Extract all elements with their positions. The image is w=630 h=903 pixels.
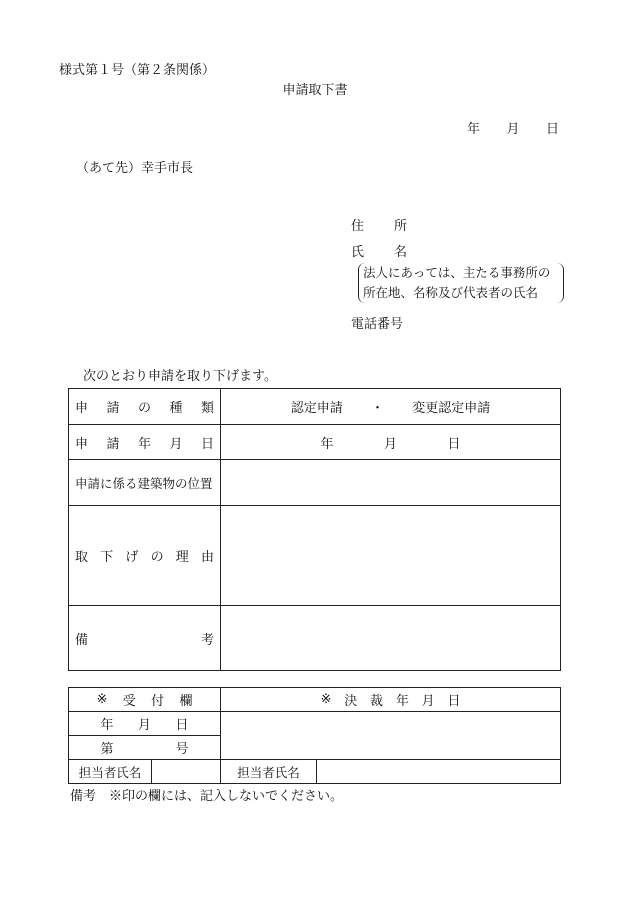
name-char: 氏 [351, 245, 365, 260]
date-year: 年 [100, 718, 114, 733]
label-char: 下 [100, 550, 114, 565]
label-char: 理 [175, 550, 189, 565]
header-char: ※ [96, 692, 108, 707]
address-char: 所 [393, 219, 407, 234]
corporate-note-line-1: 法人にあっては、主たる事務所の [363, 265, 551, 280]
addressee: （あて先）幸手市長 [76, 161, 194, 176]
label-char: 備 [75, 632, 89, 648]
kind-value[interactable] [221, 389, 561, 425]
date-month: 月 [506, 122, 520, 137]
table-row [69, 460, 561, 506]
label-char: の [150, 550, 164, 565]
address-char: 住 [351, 219, 365, 234]
label-char: 請 [106, 401, 120, 416]
label-char: 日 [200, 436, 214, 452]
date-day: 日 [175, 718, 189, 733]
kind-option-change[interactable]: 変更認定申請 [412, 401, 491, 416]
document-title: 申請取下書 [282, 83, 348, 98]
table-row [69, 760, 561, 784]
address-label [351, 215, 407, 234]
table-row [69, 425, 561, 460]
reception-staff-value[interactable] [152, 760, 221, 784]
decision-staff-label: 担当者氏名 [221, 760, 317, 784]
reason-label [69, 506, 221, 606]
name-label [351, 241, 407, 260]
intro-text: 次のとおり申請を取り下げます。 [83, 369, 277, 384]
header-char: 年 [395, 694, 409, 709]
label-char: 月 [169, 436, 183, 452]
reason-value[interactable] [221, 506, 561, 606]
date-year: 年 [467, 122, 481, 137]
label-char: 請 [106, 436, 120, 452]
reception-date[interactable] [69, 712, 221, 736]
label-char: 申 [75, 401, 89, 416]
application-table [68, 388, 561, 671]
footnote: 備考 ※印の欄には、記入しないでください。 [70, 789, 344, 804]
date-year: 年 [320, 436, 334, 452]
number-prefix: 第 [100, 742, 114, 757]
label-char: 由 [200, 550, 214, 565]
submission-date [467, 118, 559, 137]
label-char: 申 [75, 436, 89, 452]
decision-date-value[interactable] [221, 712, 561, 760]
header-char: 月 [421, 694, 435, 709]
date-day: 日 [447, 436, 461, 452]
date-day: 日 [545, 122, 559, 137]
date-month: 月 [383, 436, 397, 452]
corporate-note [358, 263, 564, 303]
header-char: 受 [122, 694, 136, 709]
phone-label: 電話番号 [351, 317, 404, 332]
label-char: 類 [200, 401, 214, 416]
receipt-table [68, 687, 561, 784]
label-char: 種 [169, 401, 183, 416]
header-char: 裁 [370, 694, 384, 709]
label-char: 考 [200, 632, 214, 648]
label-char: の [137, 401, 151, 416]
date-value[interactable] [221, 425, 561, 460]
remarks-label [69, 606, 221, 671]
table-row [69, 389, 561, 425]
location-value[interactable] [221, 460, 561, 506]
form-number: 様式第１号（第２条関係） [59, 63, 216, 78]
reception-staff-label: 担当者氏名 [69, 760, 152, 784]
corporate-note-line-2: 所在地、名称及び代表者の氏名 [363, 285, 539, 300]
remarks-value[interactable] [221, 606, 561, 671]
decision-header [221, 688, 561, 712]
header-char: 日 [447, 694, 461, 709]
kind-separator: ・ [370, 401, 384, 416]
table-row [69, 712, 561, 736]
label-char: げ [125, 550, 139, 565]
table-row [69, 606, 561, 671]
location-label: 申請に係る建築物の位置 [69, 460, 221, 506]
date-month: 月 [137, 718, 151, 733]
header-char: ※ [320, 692, 332, 707]
reception-header [69, 688, 221, 712]
label-char: 年 [137, 436, 151, 452]
label-char: 取 [75, 550, 89, 565]
header-char: 欄 [179, 694, 193, 709]
table-row [69, 688, 561, 712]
reception-number[interactable] [69, 736, 221, 760]
table-row [69, 506, 561, 606]
name-char: 名 [393, 245, 407, 260]
date-label [69, 425, 221, 460]
header-char: 決 [344, 694, 358, 709]
decision-staff-value[interactable] [317, 760, 561, 784]
kind-label [69, 389, 221, 425]
header-char: 付 [151, 694, 165, 709]
number-suffix: 号 [175, 742, 189, 757]
kind-option-certification[interactable]: 認定申請 [290, 401, 343, 416]
